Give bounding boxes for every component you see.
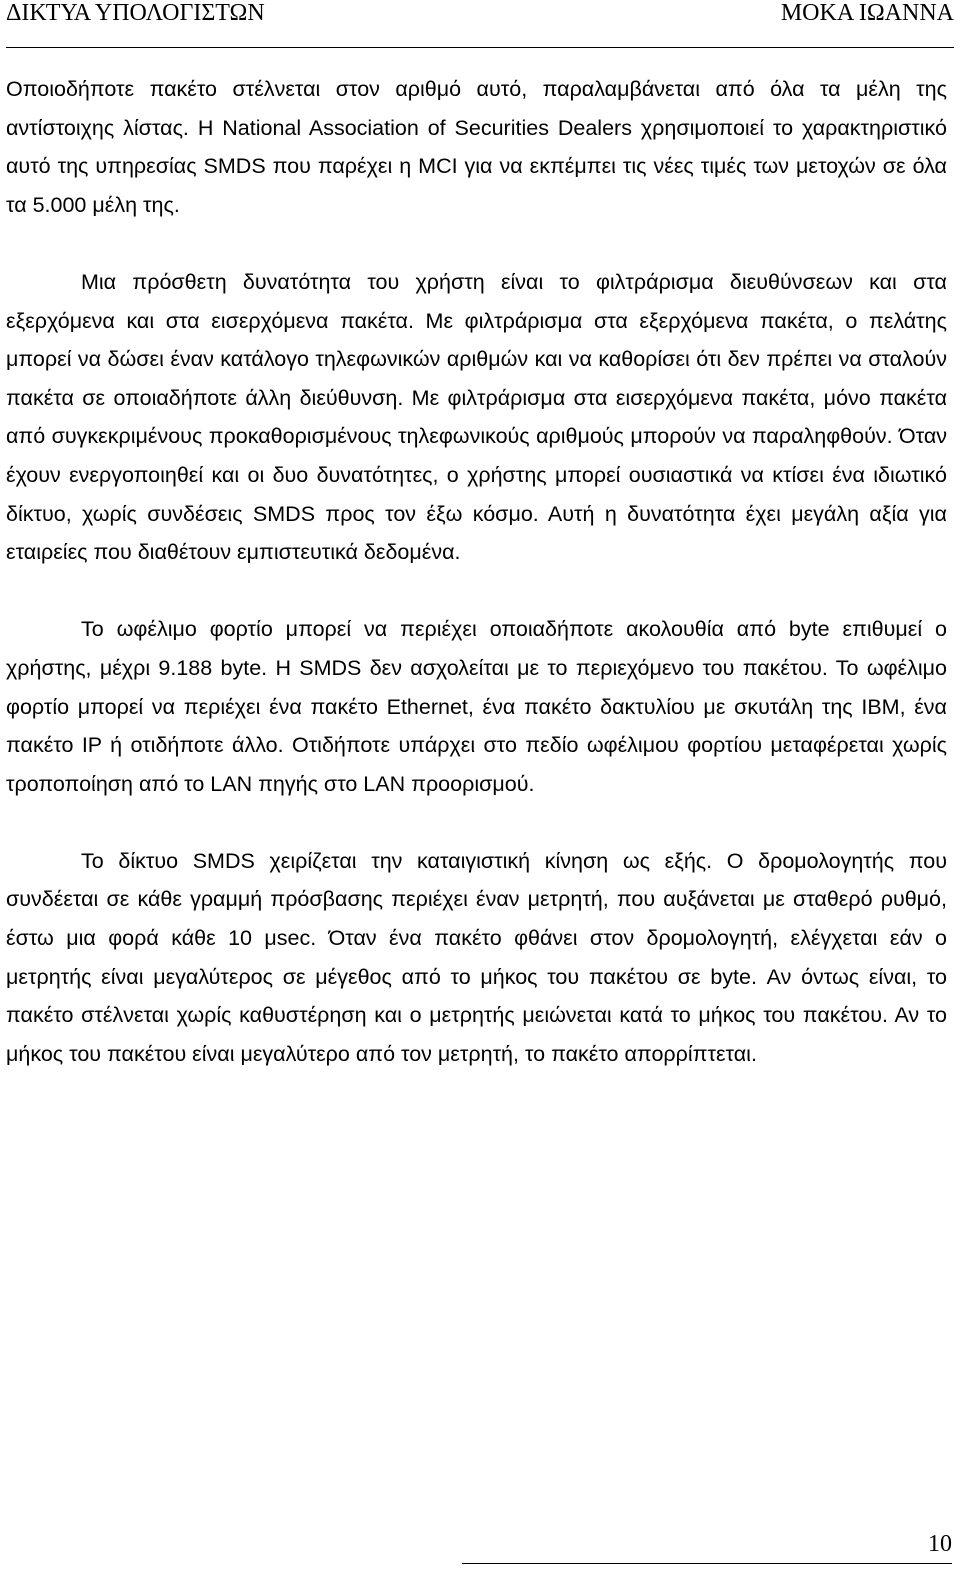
paragraph-payload: Το ωφέλιμο φορτίο μπορεί να περιέχει οποιαδήποτε ακολουθία από byte επιθυμεί ο χρήστης, μέχρι 9.188 byte. Η SMDS δεν ασχολείται με το περιεχόμενο του πακέτου. Το ωφέλιμο φορτίο μπορεί να περιέχει ένα πακέτο Ethernet, ένα πακέτο δακτυλίου με σκυτάλη της IBM, ένα πακέτο IP ή οτιδήποτε άλλο. Οτιδήποτε υπάρχει στο πεδίο ωφέλιμου φορτίου μεταφέρεται χωρίς τροποποίηση από το LAN πηγής στο LAN προορισμού.: [6, 617, 947, 796]
paragraph-spacer: [6, 224, 947, 263]
header-divider: [6, 47, 954, 48]
document-body: [6, 70, 947, 1073]
paragraph-address-filtering: Μια πρόσθετη δυνατότητα του χρήστη είναι το φιλτράρισμα διευθύνσεων και στα εξερχόμενα και στα εισερχόμενα πακέτα. Με φιλτράρισμα στα εξερχόμενα πακέτα, ο πελάτης μπορεί να δώσει έναν κατάλογο τηλεφωνικών αριθμών και να καθορίσει ότι δεν πρέπει να σταλούν πακέτα σε οποιαδήποτε άλλη διεύθυνση. Με φιλτράρισμα στα εισερχόμενα πακέτα, μόνο πακέτα από συγκεκριμένους προκαθορισμένους τηλεφωνικούς αριθμούς μπορούν να παραληφθούν. Όταν έχουν ενεργοποιηθεί και οι δυο δυνατότητες, ο χρήστης μπορεί ουσιαστικά να κτίσει ένα ιδιωτικό δίκτυο, χωρίς συνδέσεις SMDS προς τον έξω κόσμο. Αυτή η δυνατότητα έχει μεγάλη αξία για εταιρείες που διαθέτουν εμπιστευτικά δεδομένα.: [6, 269, 947, 565]
header-author: ΜΟΚΑ ΙΩΑΝΝΑ: [780, 0, 954, 26]
paragraph-spacer: [6, 803, 947, 842]
paragraph-spacer: [6, 572, 947, 611]
paragraph-burst-traffic: Το δίκτυο SMDS χειρίζεται την καταιγιστική κίνηση ως εξής. Ο δρομολογητής που συνδέεται σε κάθε γραμμή πρόσβασης περιέχει έναν μετρητή, που αυξάνεται με σταθερό ρυθμό, έστω μια φορά κάθε 10 μsec. Όταν ένα πακέτο φθάνει στον δρομολογητή, ελέγχεται εάν ο μετρητής είναι μεγαλύτερος σε μέγεθος από το μήκος του πακέτου σε byte. Αν όντως είναι, το πακέτο στέλνεται χωρίς καθυστέρηση και ο μετρητής μειώνεται κατά το μήκος του πακέτου. Αν το μήκος του πακέτου είναι μεγαλύτερο από τον μετρητή, το πακέτο απορρίπτεται.: [6, 848, 947, 1066]
paragraph-multicast: Οποιοδήποτε πακέτο στέλνεται στον αριθμό αυτό, παραλαμβάνεται από όλα τα μέλη της αντίστοιχης λίστας. Η National Association of Securities Dealers χρησιμοποιεί το χαρακτηριστικό αυτό της υπηρεσίας SMDS που παρέχει η MCI για να εκπέμπει τις νέες τιμές των μετοχών σε όλα τα 5.000 μέλη της.: [6, 77, 947, 217]
header-course-title: ΔΙΚΤΥΑ ΥΠΟΛΟΓΙΣΤΩΝ: [6, 0, 265, 26]
page-header: [6, 0, 954, 36]
footer-divider: [462, 1563, 952, 1564]
page-number: 10: [928, 1531, 952, 1557]
